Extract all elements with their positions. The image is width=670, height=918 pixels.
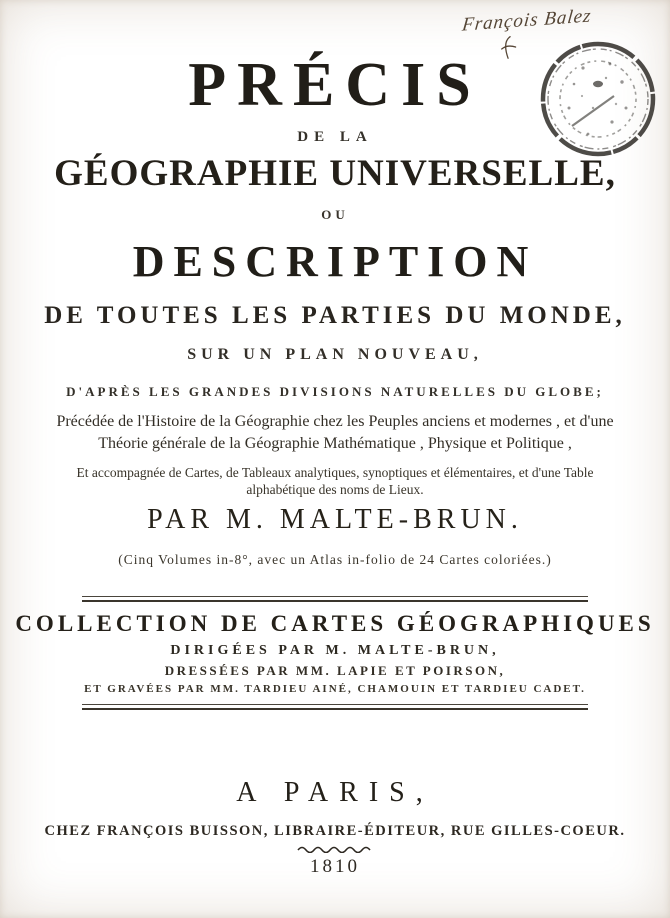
volumes-note: (Cinq Volumes in-8°, avec un Atlas in-folio de 24 Cartes coloriées.) [118, 552, 552, 567]
title-geographie: GÉOGRAPHIE UNIVERSELLE, [54, 153, 616, 194]
main-title: PRÉCIS [188, 51, 482, 119]
subtitle-plan-nouveau: SUR UN PLAN NOUVEAU, [187, 346, 483, 363]
title-description: DESCRIPTION [132, 237, 538, 286]
preface-note [0, 411, 670, 455]
collection-drawn: DRESSÉES PAR MM. LAPIE ET POIRSON, [164, 663, 506, 678]
double-rule-bottom [82, 704, 588, 710]
accompaniment-note-line1: Et accompagnée de Cartes, de Tableaux analytiques, synoptiques et élémentaires, et d'une Table [76, 465, 594, 480]
wavy-rule-icon [0, 845, 670, 853]
collection-engraved: ET GRAVÉES PAR MM. TARDIEU AINÉ, CHAMOUIN ET TARDIEU CADET. [84, 683, 586, 695]
subtitle-divisions-globe: D'APRÈS LES GRANDES DIVISIONS NATURELLES DU GLOBE; [66, 384, 604, 399]
connector-de-la: DE LA [297, 129, 373, 145]
preface-note-line2: Théorie générale de la Géographie Mathématique , Physique et Politique , [98, 435, 572, 452]
collection-title: COLLECTION DE CARTES GÉOGRAPHIQUES [15, 611, 655, 636]
accompaniment-note-line2: alphabétique des noms de Lieux. [246, 482, 424, 497]
author-line: PAR M. MALTE-BRUN. [147, 504, 523, 535]
imprint-year: 1810 [310, 856, 360, 877]
preface-note-line1: Précédée de l'Histoire de la Géographie chez les Peuples anciens et modernes , et d'une [56, 413, 614, 430]
subtitle-monde: DE TOUTES LES PARTIES DU MONDE, [44, 302, 626, 329]
imprint-city: A PARIS, [236, 777, 434, 808]
handwritten-inscription: François Balez [461, 5, 594, 36]
connector-ou: OU [321, 207, 349, 222]
double-rule-top [82, 596, 588, 602]
accompaniment-note [0, 464, 670, 498]
collection-directed: DIRIGÉES PAR M. MALTE-BRUN, [170, 643, 500, 658]
imprint-publisher: CHEZ FRANÇOIS BUISSON, LIBRAIRE-ÉDITEUR, RUE GILLES-COEUR. [44, 823, 626, 839]
